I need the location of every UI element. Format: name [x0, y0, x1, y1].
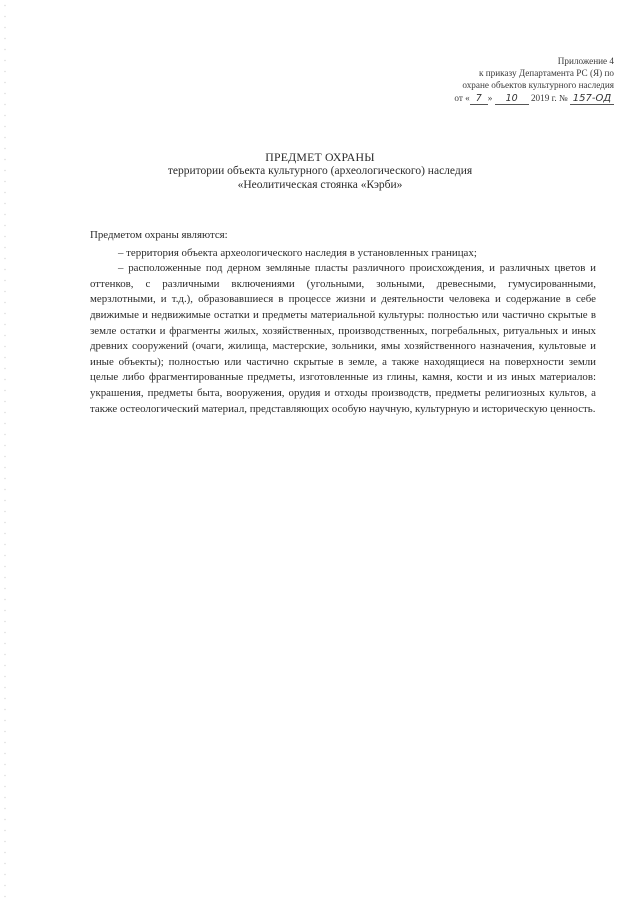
date-prefix: от «: [454, 92, 470, 103]
appendix-department: охране объектов культурного наследия: [462, 80, 614, 91]
appendix-order-ref: к приказу Департамента РС (Я) по: [478, 68, 614, 79]
body-intro: Предметом охраны являются:: [90, 229, 228, 241]
title-subtitle-1: территории объекта культурного (археологического) наследия: [167, 165, 473, 177]
scan-edge-marks: [3, 0, 7, 905]
date-month-handwritten: 10: [495, 94, 529, 105]
date-day-handwritten: 7: [470, 94, 488, 105]
date-quote-close: »: [487, 92, 493, 103]
list-item: – расположенные под дерном земляные пласты различного происхождения, и различных цветов и оттенков, с различными включениями (угольными, зольными, древесными, гумусированными, мерзлотными, и т.д.), образовавшиеся в процессе жизни и деятельности человека и содержание в себе движимые и недвижимые остатки и предметы материальной культуры: полностью или частично скрытые в земле остатки и фрагменты жилых, хозяйственных, производственных, погребальных, ритуальных и иных древних сооружений (очаги, жилища, мастерские, зольники, ямы хозяйственного назначения, культовые и иные объекты); полностью или частично скрытые в земле, а также находящиеся на поверхности земли целые либо фрагментированные предметы, изготовленные из глины, камня, кости и из иных материалов: украшения, предметы быта, вооружения, орудия и отходы производств, предметы религиозных культов, а также остеологический материал, представляющих особую научную, культурную и историческую ценность.: [90, 262, 596, 415]
order-number-handwritten: 157-ОД: [570, 94, 614, 105]
document-body: [90, 228, 596, 417]
appendix-number: Приложение 4: [557, 56, 614, 66]
appendix-date-line: [394, 92, 614, 105]
page-title: ПРЕДМЕТ ОХРАНЫ: [265, 150, 375, 164]
list-item: – территория объекта археологического наследия в установленных границах;: [118, 246, 477, 259]
date-year: 2019 г. №: [530, 92, 568, 103]
document-title-block: [0, 150, 640, 192]
appendix-header: [394, 55, 614, 105]
title-subtitle-2: «Неолитическая стоянка «Кэрби»: [237, 179, 403, 191]
